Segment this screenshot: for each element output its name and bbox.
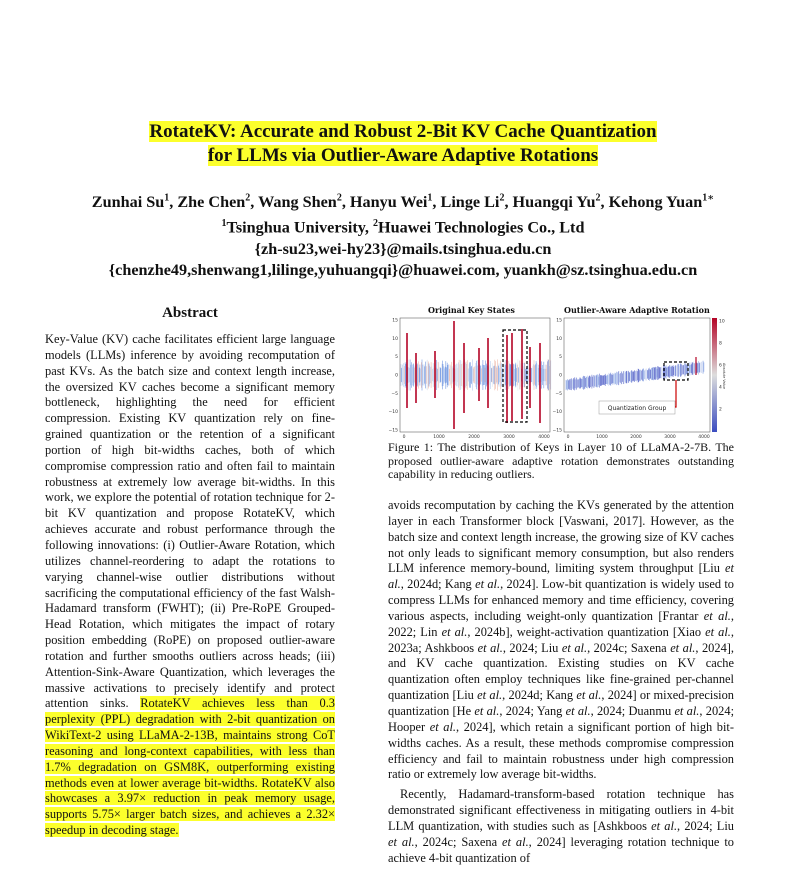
x-tick-label: 3000	[503, 435, 515, 440]
colorbar-tick-label: 6	[719, 363, 722, 369]
paper-title	[0, 120, 806, 168]
x-tick-label: 4000	[698, 435, 710, 440]
colorbar-tick-label: 10	[719, 319, 725, 325]
author: Zhe Chen$^2$,	[177, 193, 259, 212]
author-names	[0, 188, 806, 213]
colorbar-label: Absolute Value	[722, 363, 726, 390]
abstract-heading: Abstract	[162, 305, 218, 321]
abstract-highlight: RotateKV achieves less than 0.3 perplexity (PPL) degradation with 2-bit quantization on WikiText-2 using LLaMA-2-13B, maintains strong CoT reasoning and long-context capabilities, with less than 1.7% degradation on GSM8K, outperforming existing methods even at lower average bit-widths. RotateKV also showcases a 3.97× reduction in peak memory usage, supports 5.75× larger batch sizes, and achieves a 2.32× speedup in decoding stage.	[45, 696, 335, 838]
paragraph: Recently, Hadamard-transform-based rotation technique has demonstrated significant effectiveness in mitigating outliers in 4-bit LLM quantization, with studies such as [Ashkboos et al., 2024; Liu et al., 2024c; Saxena et al., 2024] leveraging rotation technique to achieve 4-bit quantization of	[388, 787, 734, 865]
email-line-1: {zh-su23,wei-hy23}@mails.tsinghua.edu.cn	[254, 239, 552, 258]
colorbar-gradient	[712, 318, 717, 432]
y-tick-label: 15	[392, 318, 398, 324]
author: Kehong Yuan$^{1∗}$	[608, 193, 715, 212]
key-distribution-plot	[380, 303, 725, 438]
y-tick-label: 5	[559, 355, 562, 361]
figure-caption: Figure 1: The distribution of Keys in Layer 10 of LLaMA-2-7B. The proposed outlier-aware adaptive rotation demonstrates outstanding capability in reducing outliers.	[388, 440, 734, 481]
y-tick-label: 0	[395, 373, 398, 379]
x-tick-label: 0	[402, 435, 406, 440]
y-tick-label: −15	[388, 428, 398, 434]
left-data	[401, 321, 551, 429]
left-panel-title: Original Key States	[428, 305, 515, 315]
colorbar-tick-label: 2	[719, 407, 722, 413]
right-panel-title: Outlier-Aware Adaptive Rotation	[564, 305, 710, 315]
figure-1	[380, 303, 725, 438]
body-text	[388, 498, 734, 866]
y-tick-label: −5	[391, 391, 398, 397]
left-panel	[400, 318, 551, 432]
x-tick-label: 1000	[596, 435, 608, 440]
paragraph: avoids recomputation by caching the KVs generated by the attention layer in each Transformer block [Vaswani, 2017]. However, as the batch size and context length increase, the growing size of KV caches not only leads to significant memory consumption, but also renders LLM inference memory-bound, limiting system throughput [Liu et al., 2024d; Kang et al., 2024]. Low-bit quantization is widely used to compress LLMs for enhanced memory and time efficiency, covering various aspects, including weight-only quantization [Frantar et al., 2022; Lin et al., 2024b], weight-activation quantization [Xiao et al., 2023a; Ashkboos et al., 2024; Liu et al., 2024c; Saxena et al., 2024], and KV cache quantization. Existing studies on KV cache quantization often employ techniques like fine-grained per-channel quantization [Liu et al., 2024d; Kang et al., 2024] or mixed-precision quantization [He et al., 2024; Yang et al., 2024; Duanmu et al., 2024; Hooper et al., 2024], which retain a significant portion of high bit-widths caches. As a result, these methods compromise compression efficiency and fail to maintain robustness under high compression ratio or extremely low average bit-widths.	[388, 498, 735, 782]
x-tick-label: 2000	[468, 435, 480, 440]
colorbar-tick-label: 4	[719, 385, 722, 391]
author: Linge Li$^2$,	[440, 193, 513, 212]
colorbar-tick-label: 8	[719, 341, 722, 347]
author: Huangqi Yu$^2$,	[512, 193, 609, 212]
y-tick-label: 0	[559, 373, 562, 379]
group-label: Quantization Group	[607, 405, 667, 412]
right-data	[566, 357, 704, 391]
author: Hanyu Wei$^1$,	[349, 193, 441, 212]
email-line-2: {chenzhe49,shenwang1,lilinge,yuhuangqi}@huawei.com, yuankh@sz.tsinghua.edu.cn	[108, 260, 698, 279]
colorbar	[712, 318, 726, 432]
y-tick-label: 15	[556, 318, 562, 324]
x-tick-label: 2000	[630, 435, 642, 440]
y-tick-label: −5	[555, 391, 562, 397]
x-tick-label: 4000	[538, 435, 550, 440]
author: Zunhai Su$^1$,	[91, 193, 178, 212]
y-tick-label: −15	[552, 428, 562, 434]
y-tick-label: 5	[395, 355, 398, 361]
y-tick-label: 10	[556, 336, 562, 342]
abstract-text	[45, 332, 335, 839]
author: Wang Shen$^2$,	[258, 193, 350, 212]
affiliations: $^1$Tsinghua University, $^2$Huawei Technologies Co., Ltd	[221, 218, 585, 237]
x-tick-label: 3000	[664, 435, 676, 440]
abstract-body: Key-Value (KV) cache facilitates efficient large language models (LLMs) inference by avoiding recomputation of past KVs. As the batch size and context length increase, the oversized KV caches become a significant memory bottleneck, highlighting the need for efficient compression. Existing KV quantization rely on fine-grained quantization or the retention of a significant portion of high bit-widths caches, both of which compromise compression ratio and often fail to maintain robustness at extremely low average bit-widths. In this work, we explore the potential of rotation technique for 2-bit KV quantization and propose RotateKV, which achieves accurate and robust performance through the following innovations: (i) Outlier-Aware Rotation, which utilizes channel-reordering to adapt the rotations to varying channel-wise outlier distributions without sacrificing the computational efficiency of the fast Walsh-Hadamard transform (FWHT); (ii) Pre-RoPE Grouped-Head Rotation, which mitigates the impact of rotary position embedding (RoPE) on proposed outlier-aware rotation and further smooths outliers across heads; (iii) Attention-Sink-Aware Quantization, which leverages the massive activations to precisely identify and protect attention sinks.	[45, 332, 335, 711]
y-tick-label: 10	[392, 336, 398, 342]
y-tick-label: −10	[388, 410, 398, 416]
x-tick-label: 0	[566, 435, 570, 440]
y-tick-label: −10	[552, 410, 562, 416]
right-panel	[564, 318, 710, 432]
title-line-1: RotateKV: Accurate and Robust 2-Bit KV Cache Quantization	[149, 121, 657, 142]
x-tick-label: 1000	[433, 435, 445, 440]
title-line-2: for LLMs via Outlier-Aware Adaptive Rotations	[207, 145, 599, 166]
author-block	[0, 188, 806, 281]
